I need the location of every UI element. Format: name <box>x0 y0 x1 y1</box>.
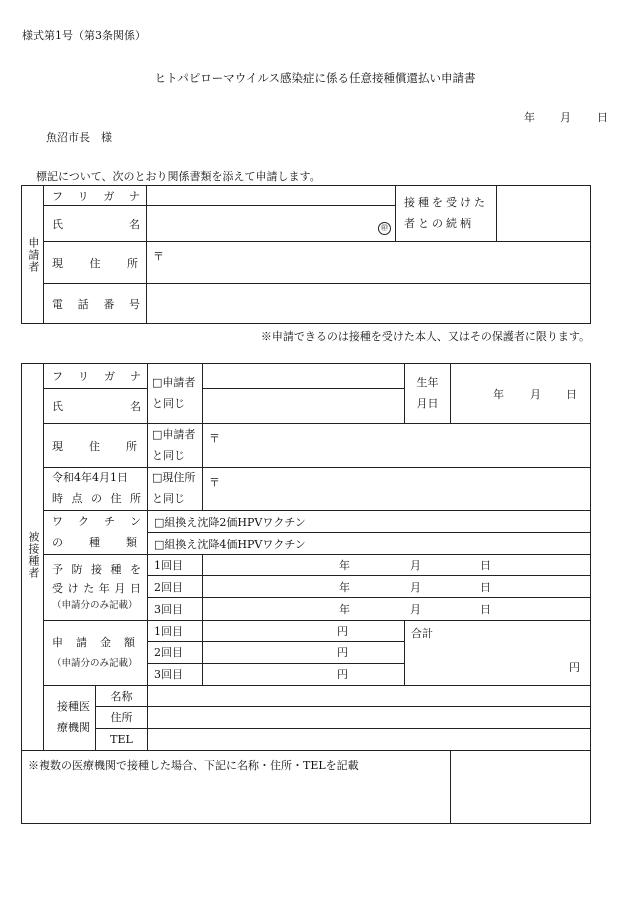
seal-mark-icon: ㊞ <box>378 222 391 235</box>
char: 受 <box>52 582 63 596</box>
form-number: 様式第1号（第3条関係） <box>22 29 146 42</box>
char: け <box>67 582 79 596</box>
dose-label-text: 3回目 <box>154 668 183 682</box>
clinic-label-line2: 療機関 <box>57 720 90 734</box>
char: 日 <box>129 582 141 596</box>
year-label: 年 <box>339 580 350 594</box>
char: 話 <box>77 297 89 311</box>
document-title: ヒトパピローマウイルス感染症に係る任意接種償還払い申請書 <box>154 71 476 85</box>
same-as-applicant-line2: と同じ <box>152 448 185 462</box>
vaccine-option-quadrivalent[interactable] <box>148 533 591 555</box>
yen-label: 円 <box>337 624 348 638</box>
date-year-label: 年 <box>524 111 535 124</box>
vaccine-option-quadrivalent-label: □組換え沈降4価HPVワクチン <box>154 537 306 551</box>
clinic-label-line1: 接種医 <box>57 699 90 713</box>
char: 番 <box>103 297 115 311</box>
amount-dose-3-input[interactable] <box>203 663 405 685</box>
dose-2-label <box>148 576 203 598</box>
dose-3-label <box>148 598 203 620</box>
char: 金 <box>100 636 111 650</box>
clinic-name-input[interactable] <box>148 685 591 706</box>
amount-total-input[interactable] <box>405 620 591 685</box>
applicant-phone-input[interactable] <box>147 284 591 324</box>
day-label: 日 <box>480 602 491 616</box>
day-label: 日 <box>480 580 491 594</box>
dose-1-label <box>148 555 203 576</box>
applicant-eligibility-note: ※申請できるのは接種を受けた本人、又はその保護者に限ります。 <box>260 330 590 343</box>
relation-label-line1: 接種を受けた <box>404 195 488 209</box>
recipient-furigana-input[interactable] <box>203 364 405 389</box>
additional-clinics-area[interactable] <box>22 750 451 823</box>
char: チ <box>104 515 115 529</box>
amount-dose-3-label <box>148 663 203 685</box>
char: 所 <box>127 256 138 270</box>
clinic-address-input[interactable] <box>148 706 591 728</box>
recipient-address-input[interactable] <box>203 424 591 468</box>
char: 住 <box>110 492 122 506</box>
month-label: 月 <box>410 580 421 594</box>
recipient-section-label <box>22 364 44 751</box>
char: 時 <box>52 492 63 506</box>
recipient-furigana-label <box>44 364 148 389</box>
applicant-table <box>21 185 591 324</box>
birthdate-label-line1: 生年 <box>416 375 439 389</box>
clinic-name-label <box>96 685 148 706</box>
char: フ <box>52 370 63 384</box>
applicant-furigana-input[interactable] <box>147 186 396 206</box>
birth-year-label: 年 <box>493 387 504 401</box>
year-label: 年 <box>339 602 350 616</box>
address-same-as-applicant-checkbox[interactable] <box>148 424 203 468</box>
birthdate-input[interactable] <box>451 364 591 424</box>
applicant-address-input[interactable] <box>147 242 591 284</box>
date-day-label: 日 <box>597 111 608 124</box>
clinic-address-label <box>96 706 148 728</box>
clinic-name-text: 名称 <box>110 689 133 703</box>
applicant-name-label <box>44 206 147 242</box>
yen-label: 円 <box>337 668 348 682</box>
clinic-address-text: 住所 <box>110 711 133 725</box>
month-label: 月 <box>410 559 421 573</box>
dose-label-text: 1回目 <box>154 559 183 573</box>
char: 点 <box>71 492 83 506</box>
char: フ <box>52 189 63 203</box>
recipient-section-text: 被接種者 <box>26 531 40 580</box>
char: 名 <box>129 217 140 231</box>
char: の <box>52 535 63 549</box>
vaccine-option-bivalent[interactable] <box>148 511 591 533</box>
recipient-table <box>21 363 591 824</box>
char: 名 <box>130 400 141 414</box>
same-as-current-checkbox[interactable] <box>148 468 203 511</box>
same-as-current-line1: □現住所 <box>152 471 196 485</box>
char: 現 <box>52 439 63 453</box>
month-label: 月 <box>410 602 421 616</box>
vaccination-date-label <box>44 555 148 620</box>
applicant-section-label <box>22 186 44 324</box>
recipient-name-input[interactable] <box>203 389 405 424</box>
char: ワ <box>52 515 63 529</box>
char: 氏 <box>52 400 63 414</box>
clinic-tel-label <box>96 728 148 750</box>
vaccine-type-label <box>44 511 148 555</box>
char: 種 <box>89 535 100 549</box>
char: 種 <box>110 562 122 576</box>
day-label: 日 <box>480 559 491 573</box>
intro-text: 標記について、次のとおり関係書類を添えて申請します。 <box>36 170 321 183</box>
char: 住 <box>89 256 101 270</box>
past-address-line1: 令和4年4月1日 <box>52 471 128 485</box>
postal-mark-icon: 〒 <box>209 476 220 490</box>
dose-1-date-input[interactable] <box>203 555 591 576</box>
birthdate-label <box>405 364 451 424</box>
vaccination-date-note: （申請分のみ記載） <box>52 600 138 612</box>
char: 請 <box>76 636 87 650</box>
char: 号 <box>128 297 140 311</box>
year-label: 年 <box>339 559 350 573</box>
char: ナ <box>130 370 141 384</box>
total-label: 合計 <box>411 626 433 640</box>
char: た <box>83 582 95 596</box>
amount-label <box>44 620 148 685</box>
char: 予 <box>52 562 63 576</box>
relation-label-line2: 者との続柄 <box>404 216 474 230</box>
char: ナ <box>128 189 140 203</box>
additional-clinics-note: ※複数の医療機関で接種した場合、下記に名称・住所・TELを記載 <box>28 758 359 772</box>
dose-2-date-input[interactable] <box>203 576 591 598</box>
yen-label: 円 <box>337 646 348 660</box>
amount-dose-2-input[interactable] <box>203 641 405 663</box>
amount-dose-1-input[interactable] <box>203 620 405 641</box>
char: 接 <box>91 562 102 576</box>
char: 月 <box>114 582 126 596</box>
recipient-name-label <box>44 389 148 424</box>
clinic-tel-input[interactable] <box>148 728 591 750</box>
birth-day-label: 日 <box>566 387 577 401</box>
applicant-name-input[interactable] <box>147 206 396 242</box>
char: ン <box>130 515 141 529</box>
char: を <box>130 562 141 576</box>
applicant-address-label <box>44 242 147 284</box>
char: の <box>91 492 102 506</box>
date-month-label: 月 <box>560 111 571 124</box>
char: 所 <box>126 439 137 453</box>
dose-label-text: 3回目 <box>154 602 183 616</box>
char: 所 <box>130 492 141 506</box>
char: ガ <box>104 370 115 384</box>
char: 額 <box>124 636 135 650</box>
char: 類 <box>126 535 137 549</box>
amount-note: （申請分のみ記載） <box>52 658 138 670</box>
clinic-tel-text: TEL <box>110 732 133 746</box>
char: 住 <box>89 439 100 453</box>
relation-input[interactable] <box>497 186 591 242</box>
applicant-phone-label <box>44 284 147 324</box>
amount-dose-1-label <box>148 620 203 641</box>
vaccine-option-bivalent-label: □組換え沈降2価HPVワクチン <box>154 515 306 529</box>
char: 現 <box>52 256 63 270</box>
addressee: 魚沼市長 様 <box>46 131 112 144</box>
same-as-applicant-checkbox[interactable] <box>148 364 203 424</box>
char: 氏 <box>52 217 63 231</box>
char: 電 <box>52 297 63 311</box>
total-yen-label: 円 <box>569 660 580 674</box>
birthdate-label-line2: 月日 <box>416 396 439 410</box>
postal-mark-icon: 〒 <box>209 432 220 446</box>
clinic-label <box>44 685 96 750</box>
char: 防 <box>71 562 83 576</box>
same-as-applicant-line2: と同じ <box>152 396 185 410</box>
postal-mark-icon: 〒 <box>153 250 164 263</box>
same-as-current-line2: と同じ <box>152 492 185 506</box>
birth-month-label: 月 <box>530 387 541 401</box>
applicant-section-text: 申請者 <box>26 236 40 273</box>
relation-label <box>396 186 497 242</box>
past-address-label <box>44 468 148 511</box>
char: リ <box>77 189 89 203</box>
char: 申 <box>52 636 63 650</box>
recipient-address-label <box>44 424 148 468</box>
dose-label-text: 1回目 <box>154 624 183 638</box>
amount-dose-2-label <box>148 641 203 663</box>
same-as-applicant-line1: □申請者 <box>152 427 196 441</box>
char: リ <box>78 370 89 384</box>
char: ガ <box>103 189 115 203</box>
char: 年 <box>98 582 110 596</box>
applicant-furigana-label <box>44 186 147 206</box>
same-as-applicant-line1: □申請者 <box>152 375 196 389</box>
dose-label-text: 2回目 <box>154 646 183 660</box>
past-address-input[interactable] <box>203 468 591 511</box>
dose-3-date-input[interactable] <box>203 598 591 620</box>
char: ク <box>78 515 89 529</box>
dose-label-text: 2回目 <box>154 580 183 594</box>
